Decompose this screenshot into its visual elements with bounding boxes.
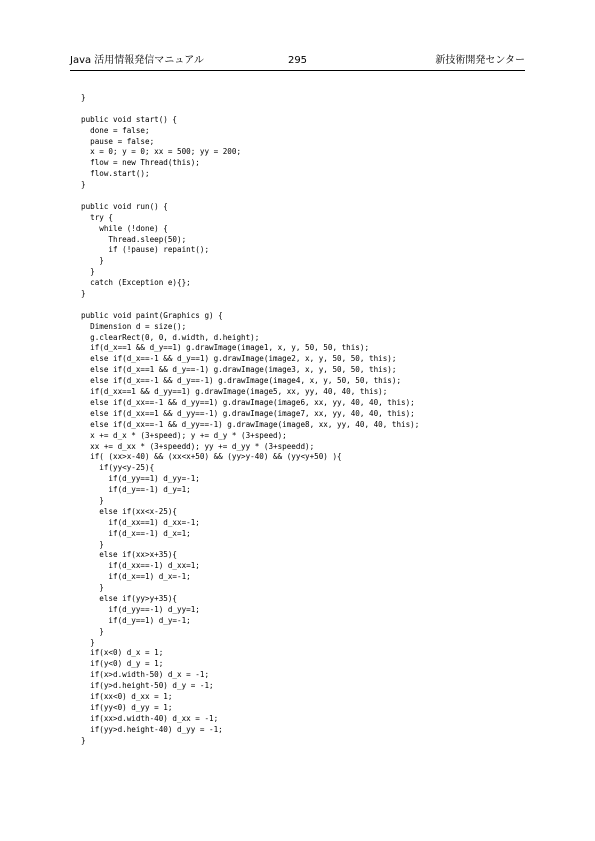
organization-name: 新技術開発センター	[435, 55, 525, 66]
code-line: }	[81, 180, 86, 190]
code-line: if(d_yy==1) d_yy=-1;	[81, 474, 200, 484]
code-line: x += d_x * (3+speed); y += d_y * (3+speed);	[81, 430, 287, 440]
code-line: }	[81, 735, 86, 745]
code-line: }	[81, 93, 86, 102]
code-line: else if(xx>x+35){	[81, 550, 178, 560]
code-line: }	[81, 583, 104, 593]
code-line: }	[81, 626, 104, 636]
code-line: catch (Exception e){};	[81, 278, 191, 288]
code-line: }	[81, 495, 104, 505]
code-line: else if(d_xx==1 && d_yy==-1) g.drawImage(image7, xx, yy, 40, 40, this);	[81, 408, 415, 418]
code-line: xx += d_xx * (3+speedd); yy += d_yy * (3+speedd);	[81, 441, 315, 451]
code-line: else if(d_x==-1 && d_y==1) g.drawImage(image2, x, y, 50, 50, this);	[81, 354, 397, 364]
code-line: }	[81, 289, 86, 299]
code-line: if(x<0) d_x = 1;	[81, 648, 164, 658]
code-line: flow = new Thread(this);	[81, 158, 200, 168]
code-line: if(d_yy==-1) d_yy=1;	[81, 604, 200, 614]
code-line: public void run() {	[81, 201, 168, 211]
code-line: else if(yy>y+35){	[81, 593, 178, 603]
code-line: if(d_xx==1) d_xx=-1;	[81, 517, 200, 527]
code-line: while (!done) {	[81, 223, 168, 233]
code-line: else if(d_xx==-1 && d_yy==-1) g.drawImage(image8, xx, yy, 40, 40, this);	[81, 419, 420, 429]
page-number: 295	[287, 55, 308, 66]
code-line: if(d_y==-1) d_y=1;	[81, 485, 191, 495]
code-line: else if(d_x==1 && d_y==-1) g.drawImage(image3, x, y, 50, 50, this);	[81, 365, 397, 375]
code-line: }	[81, 267, 95, 277]
code-line: g.clearRect(0, 0, d.width, d.height);	[81, 332, 260, 342]
code-line: if(d_x==1) d_x=-1;	[81, 572, 191, 582]
code-line: Dimension d = size();	[81, 321, 187, 331]
code-line: flow.start();	[81, 169, 150, 179]
code-line: else if(xx<x-25){	[81, 506, 178, 516]
code-listing	[81, 93, 419, 746]
code-line: pause = false;	[81, 136, 155, 146]
code-line: }	[81, 637, 95, 647]
code-line: else if(d_x==-1 && d_y==-1) g.drawImage(image4, x, y, 50, 50, this);	[81, 376, 402, 386]
code-line: if(d_xx==1 && d_yy==1) g.drawImage(image5, xx, yy, 40, 40, this);	[81, 387, 388, 397]
code-line	[81, 104, 419, 115]
code-line: else if(d_xx==-1 && d_yy==1) g.drawImage(image6, xx, yy, 40, 40, this);	[81, 397, 415, 407]
code-line: }	[81, 256, 104, 266]
code-line: if(y>d.height-50) d_y = -1;	[81, 681, 214, 691]
code-line: if(xx>d.width-40) d_xx = -1;	[81, 713, 219, 723]
code-line: if(yy>d.height-40) d_yy = -1;	[81, 724, 223, 734]
header-rule	[70, 70, 525, 71]
code-line: if(d_xx==-1) d_xx=1;	[81, 561, 200, 571]
code-line: if(yy<0) d_yy = 1;	[81, 702, 173, 712]
code-line: if(d_y==1) d_y=-1;	[81, 615, 191, 625]
code-line: }	[81, 539, 104, 549]
code-line: Thread.sleep(50);	[81, 234, 187, 244]
code-line: if(y<0) d_y = 1;	[81, 659, 164, 669]
code-line: if (!pause) repaint();	[81, 245, 210, 255]
code-line: if(d_x==1 && d_y==1) g.drawImage(image1, x, y, 50, 50, this);	[81, 343, 370, 353]
code-line: x = 0; y = 0; xx = 500; yy = 200;	[81, 147, 242, 157]
code-line: if(x>d.width-50) d_x = -1;	[81, 670, 210, 680]
code-line	[81, 300, 419, 311]
code-line	[81, 191, 419, 202]
code-line: public void paint(Graphics g) {	[81, 310, 223, 320]
page-header	[70, 52, 525, 70]
code-line: try {	[81, 212, 114, 222]
code-line: done = false;	[81, 125, 150, 135]
code-line: public void start() {	[81, 114, 178, 124]
code-line: if( (xx>x-40) && (xx<x+50) && (yy>y-40) && (yy<y+50) ){	[81, 452, 342, 462]
code-line: if(d_x==-1) d_x=1;	[81, 528, 191, 538]
code-line: if(yy<y-25){	[81, 463, 155, 473]
code-line: if(xx<0) d_xx = 1;	[81, 691, 173, 701]
manual-title: Java 活用情報発信マニュアル	[70, 55, 204, 66]
